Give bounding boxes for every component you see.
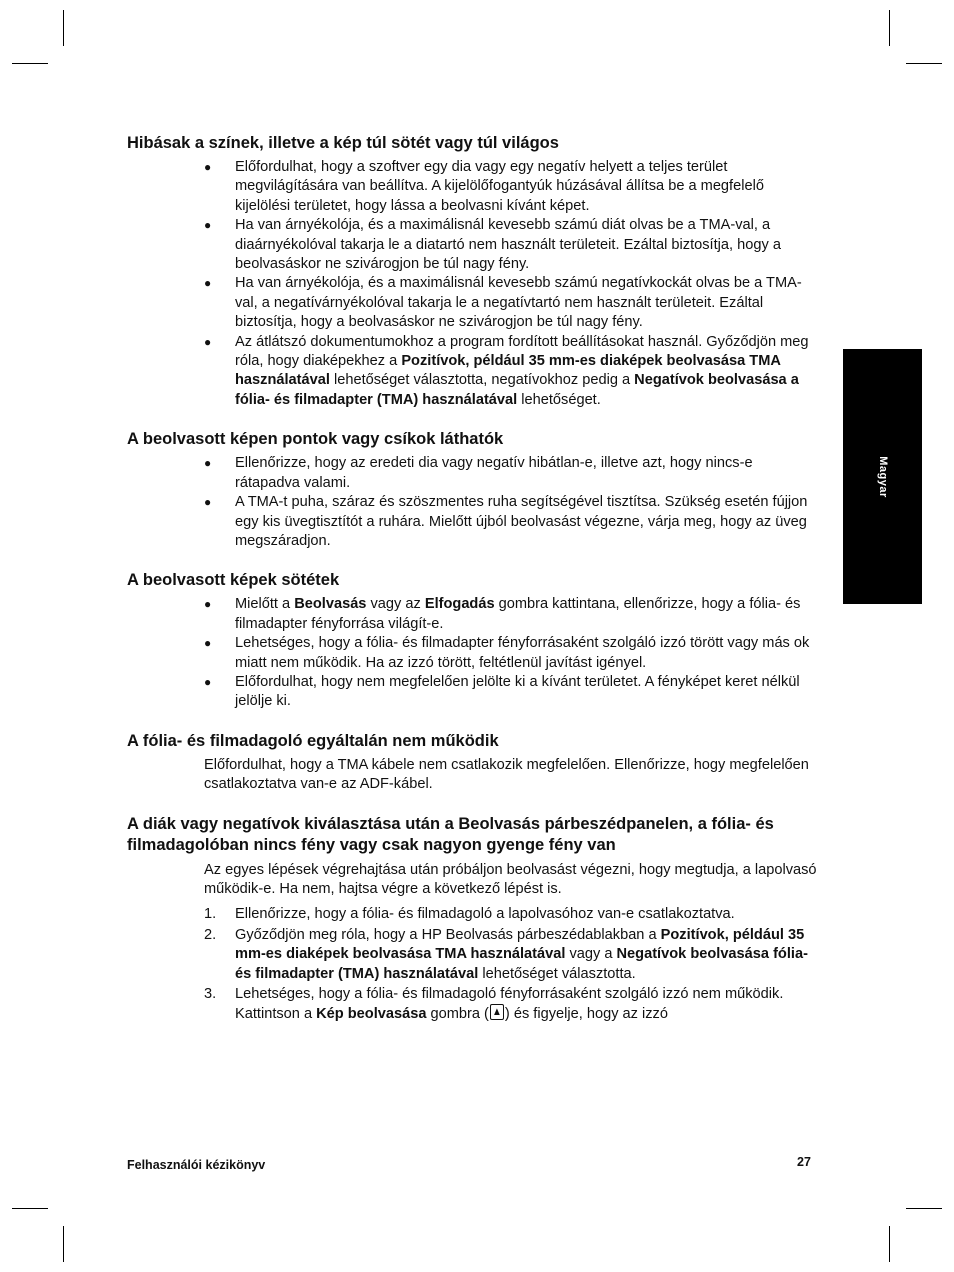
bold-text: Beolvasás — [294, 596, 367, 613]
bullet-icon: ● — [204, 160, 212, 174]
list-item: ● Az átlátszó dokumentumokhoz a program fordított beállításokat használ. Győződjön meg róla, hogy diaképekhez a Pozitívok, például 35 mm-es diaképek beolvasása TMA használatával lehetőséget választotta, negatívokhoz pedig a Negatívok beolvasása a fólia- és filmadapter (TMA) használatával lehetőséget. — [204, 333, 809, 408]
crop-mark — [889, 1226, 890, 1262]
step-number: 1. — [204, 906, 217, 923]
language-tab-label: Magyar — [876, 455, 889, 498]
bullet-icon: ● — [204, 495, 212, 510]
crop-mark — [12, 1208, 48, 1209]
bullet-icon: ● — [204, 276, 212, 291]
crop-mark — [63, 1226, 64, 1262]
section-1 — [127, 133, 817, 410]
bold-text: Kép beolvasása — [316, 1006, 427, 1023]
section-heading: A fólia- és filmadagoló egyáltalán nem működik — [127, 731, 499, 750]
page-content — [127, 133, 817, 1044]
step-item: 1. Ellenőrizze, hogy a fólia- és filmadagoló a lapolvasóhoz van-e csatlakoztatva. — [127, 905, 817, 924]
page-number: 27 — [797, 1155, 811, 1169]
list-item: ● A TMA-t puha, száraz és szöszmentes ruha segítségével tisztítsa. Szükség esetén fújjon egy kis üvegtisztítót a ruhára. Mielőtt újból beolvasást végezne, várja meg, hogy az üveg megszáradjon. — [204, 494, 808, 549]
crop-mark — [63, 10, 64, 46]
list-item: ● Mielőtt a Beolvasás vagy az Elfogadás gombra kattintana, ellenőrizze, hogy a fólia- és filmadapter fényforrása világít-e. — [204, 596, 801, 632]
bold-text: Pozitívok, például 35 mm-es diaképek beolvasása TMA használatával — [235, 353, 781, 389]
bold-text: Pozitívok, például 35 mm-es diaképek beolvasása TMA használatával — [235, 926, 805, 963]
section-3 — [127, 570, 817, 711]
bullet-list — [127, 454, 817, 551]
bullet-icon: ● — [204, 636, 212, 651]
bullet-icon: ● — [204, 218, 212, 233]
step-list — [127, 905, 817, 1024]
section-heading: Hibásak a színek, illetve a kép túl sötét vagy túl világos — [127, 134, 559, 152]
bold-text: Negatívok beolvasása fólia- és filmadapter (TMA) használatával — [235, 946, 808, 982]
crop-mark — [906, 1208, 942, 1209]
section-4 — [127, 731, 817, 795]
crop-mark — [12, 63, 48, 64]
scan-picture-icon — [490, 1004, 504, 1020]
bullet-icon: ● — [204, 674, 212, 689]
bullet-icon: ● — [204, 334, 212, 349]
section-5 — [127, 814, 817, 1025]
section-heading: A diák vagy negatívok kiválasztása után a Beolvasás párbeszédpanelen, a fólia- és filmadagolóban nincs fény vagy csak nagyon gyenge fény van — [127, 814, 774, 854]
language-tab — [843, 349, 922, 604]
step-item: 2. Győződjön meg róla, hogy a HP Beolvasás párbeszédablakban a Pozitívok, például 35 mm-es diaképek beolvasása TMA használatával vagy a Negatívok beolvasása fólia- és filmadapter (TMA) használatával lehetőséget választotta. — [204, 926, 808, 982]
crop-mark — [906, 63, 942, 64]
list-item: ● Előfordulhat, hogy nem megfelelően jelölte ki a kívánt területet. A fényképet keret nélkül jelölje ki. — [204, 673, 800, 710]
footer-title: Felhasználói kézikönyv — [127, 1158, 266, 1172]
list-item: ● Előfordulhat, hogy a szoftver egy dia vagy egy negatív helyett a teljes terület megvilágítására van beállítva. A kijelölőfogantyúk húzásával állítsa be a megfelelő kijelölési területet, hogy lássa a beolvasni kívánt képet. — [204, 159, 764, 214]
bold-text: Elfogadás — [424, 596, 495, 613]
bullet-list — [127, 158, 817, 410]
list-item: ● Lehetséges, hogy a fólia- és filmadapter fényforrásaként szolgáló izzó törött vagy más ok miatt nem működik. Ha az izzó törött, feltétlenül javítást igényel. — [204, 635, 810, 671]
crop-mark — [889, 10, 890, 46]
list-item: ● Ha van árnyékolója, és a maximálisnál kevesebb számú diát olvas be a TMA-val, a diaárnyékolóval takarja le a diatartó nem használt területeit. Ezáltal biztosítja, hogy a beolvasáskor ne szivárogjon be túl nagy fény. — [204, 217, 781, 273]
section-heading: A beolvasott képek sötétek — [127, 571, 340, 590]
bullet-icon: ● — [204, 597, 212, 612]
list-item: ● Ellenőrizze, hogy az eredeti dia vagy negatív hibátlan-e, illetve azt, hogy nincs-e rátapadva valami. — [204, 455, 753, 491]
step-number: 3. — [204, 986, 217, 1002]
list-item: ● Ha van árnyékolója, és a maximálisnál kevesebb számú negatívkockát olvas be a TMA-val, a negatívárnyékolóval takarja le a negatívtartó nem használt területeit. Ezáltal biztosítja, hogy a beolvasáskor ne szivárogjon be túl nagy fény. — [204, 275, 802, 331]
step-item: 3. Lehetséges, hogy a fólia- és filmadagoló fényforrásaként szolgáló izzó nem működik. Kattintson a Kép beolvasása gombra ( ) és figyelje, hogy az izzó — [204, 986, 784, 1023]
bold-text: Negatívok beolvasása a fólia- és filmadapter (TMA) használatával — [235, 372, 799, 408]
body-paragraph: Előfordulhat, hogy a TMA kábele nem csatlakozik megfelelően. Ellenőrizze, hogy megfelelően csatlakoztatva van-e az ADF-kábel. — [204, 756, 809, 793]
section-2 — [127, 429, 817, 551]
bullet-list — [127, 595, 817, 711]
bullet-icon: ● — [204, 456, 212, 471]
section-heading: A beolvasott képen pontok vagy csíkok láthatók — [127, 430, 504, 449]
body-paragraph: Az egyes lépések végrehajtása után próbáljon beolvasást végezni, hogy megtudja, a lapolvasó működik-e. Ha nem, hajtsa végre a következő lépést is. — [204, 861, 817, 897]
step-number: 2. — [204, 926, 217, 943]
